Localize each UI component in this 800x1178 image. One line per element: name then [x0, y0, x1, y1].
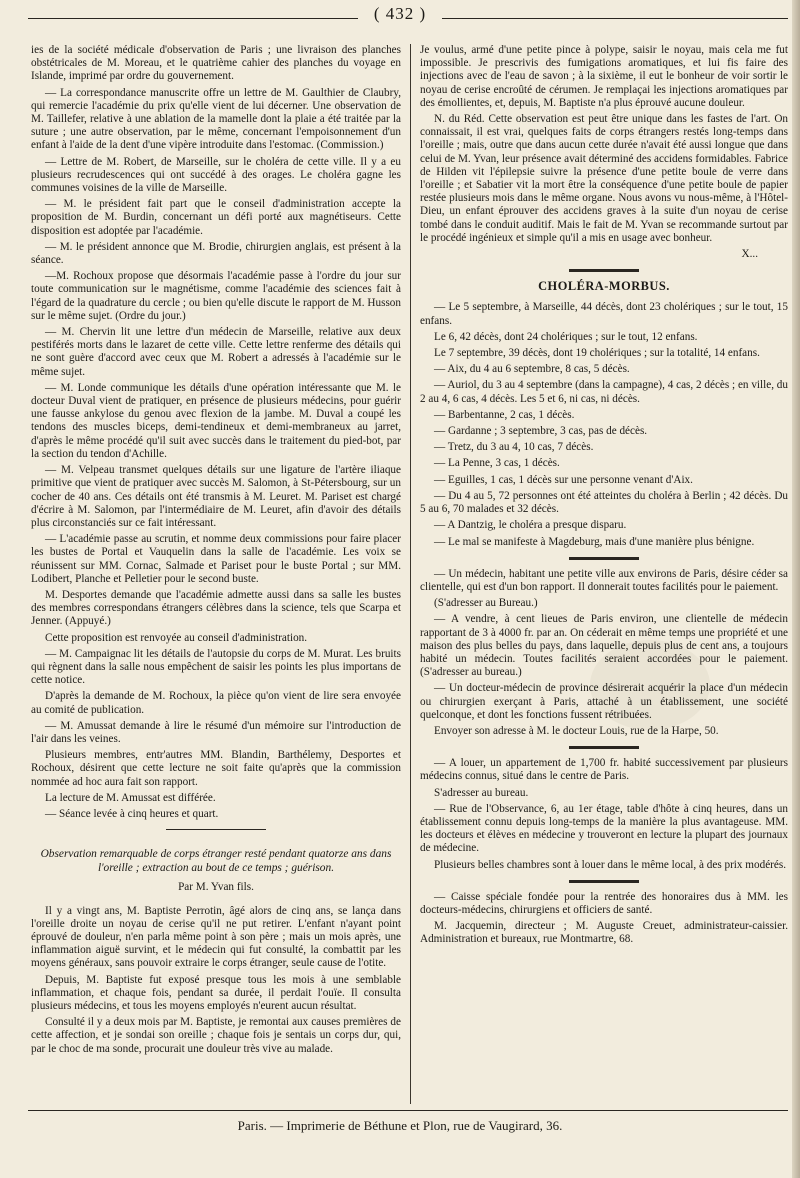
- cholera-item: — Le mal se manifeste à Magdeburg, mais d'une manière plus bénigne.: [434, 535, 755, 548]
- section-separator: [569, 269, 639, 272]
- page-number: ( 432 ): [373, 4, 427, 23]
- advertisement: M. Jacquemin, directeur ; M. Auguste Creuet, administrateur-caissier. Administration et bureaux, rue Montmartre, 68.: [420, 920, 788, 946]
- cholera-item: — Aix, du 4 au 6 septembre, 8 cas, 5 décès.: [434, 363, 630, 376]
- footer-rule: [28, 1110, 788, 1111]
- cholera-item: — Auriol, du 3 au 4 septembre (dans la campagne), 4 cas, 2 décès ; en ville, du 2 au 4, 6 cas, 4 décès. Les 5 et 6, ni cas, ni décès.: [420, 379, 788, 405]
- paragraph: — M. le président fait part que le conseil d'administration accepte la proposition de M. Burdin, concernant un défi porté aux magnétiseurs. Cette disposition est adoptée par l'académie.: [31, 198, 401, 237]
- cholera-item: — Barbentanne, 2 cas, 1 décès.: [434, 408, 575, 421]
- column-divider: [410, 44, 411, 1104]
- cholera-heading: CHOLÉRA-MORBUS.: [538, 279, 670, 294]
- paragraph: — M. Campaignac lit les détails de l'autopsie du corps de M. Murat. Les bruits qui règnent dans la salle nous empêchent de saisir les points les plus importans de cette notice.: [31, 647, 401, 687]
- imprint-footer: Paris. — Imprimerie de Béthune et Plon, rue de Vaugirard, 36.: [237, 1118, 563, 1133]
- cholera-item: Le 6, 42 décès, dont 24 cholériques ; sur le tout, 12 enfans.: [434, 330, 698, 343]
- paragraph: — M. Amussat demande à lire le résumé d'un mémoire sur l'introduction de l'air dans les veines.: [31, 719, 401, 745]
- advertisement-contact: (S'adresser au Bureau.): [434, 597, 538, 610]
- right-column: [420, 44, 788, 950]
- advertisement: — A louer, un appartement de 1,700 fr. habité successivement par plusieurs médecins connus, situé dans le centre de Paris.: [420, 757, 788, 783]
- paragraph: Consulté il y a deux mois par M. Baptiste, je remontai aux causes premières de cette affection, et je sondai son oreille ; chaque fois je sentais un corps dur, qui, par le choc de ma sonde, procurait une douleur très vive au malade.: [31, 1016, 401, 1055]
- paragraph: D'après la demande de M. Rochoux, la pièce qu'on vient de lire sera envoyée au comité de publication.: [31, 690, 401, 716]
- advertisement: — Rue de l'Observance, 6, au 1er étage, table d'hôte à cinq heures, dans un établissement connu depuis long-temps de la manière la plus avantageuse. MM. les docteurs et élèves en médecine y trouveront en lecture la plupart des journaux de médecine.: [420, 802, 788, 855]
- paragraph: — La correspondance manuscrite offre un lettre de M. Gaulthier de Claubry, qui remercie l'académie du prix qu'elle vient de lui décerner. Une observation de M. Taillefer, relative à une ablation de la mamelle dont la plaie a été traitée par la suture ; une autre observation, par le même, concernant l'empoisonnement d'un enfant à l'aide de la dent d'une vipère introduite dans l'estomac. (Commission.): [31, 86, 401, 152]
- paragraph: — M. Londe communique les détails d'une opération intéressante que M. le docteur Duval vient de pratiquer, en présence de plusieurs médecins, pour guérir une fausse ankylose du genou avec flexion de la jambe. M. Duval a coupé les tendons des muscles biceps, demi-tendineux et demi-membraneux au jarret, d'après le même procédé qu'il suit avec succès dans le traitement du pied-bot, par la section du tendon d'Achille.: [31, 381, 401, 460]
- page-edge-shadow: [792, 0, 800, 1178]
- paragraph: — L'académie passe au scrutin, et nomme deux commissions pour faire placer les bustes de Portal et Vauquelin dans la salle de l'académie. Les voix se réunissent sur MM. Cornac, Salmade et Pariset pour le buste Portal ; sur MM. Lodibert, Planche et Pelletier pour le second buste.: [31, 533, 401, 585]
- signature: X...: [741, 248, 758, 261]
- section-separator: [569, 880, 639, 883]
- advertisement-contact: Envoyer son adresse à M. le docteur Louis, rue de la Harpe, 50.: [434, 724, 719, 737]
- paragraph: ies de la société médicale d'observation de Paris ; une livraison des planches obstétricales de M. Moreau, et le quatrième cahier des planches du voyage en Islande, imprimé par ordre du gouvernement.: [31, 44, 401, 83]
- cholera-item: — La Penne, 3 cas, 1 décès.: [434, 457, 560, 470]
- paragraph: — M. le président annonce que M. Brodie, chirurgien anglais, est présent à la séance.: [31, 240, 401, 267]
- paragraph: La lecture de M. Amussat est différée.: [45, 791, 216, 804]
- observation-byline: Par M. Yvan fils.: [178, 881, 254, 894]
- paragraph: — M. Chervin lit une lettre d'un médecin de Marseille, relative aux deux pestiférés morts dans le lazaret de cette ville. Cette lettre renferme des détails qui ne sont guère d'accord avec ceux que M. Robert a adressés à l'académie sur le même sujet.: [31, 326, 401, 378]
- section-separator: [166, 829, 266, 830]
- cholera-item: — Gardanne ; 3 septembre, 3 cas, pas de décès.: [434, 425, 648, 438]
- header-rule-right: [442, 18, 788, 19]
- paragraph: Plusieurs membres, entr'autres MM. Blandin, Barthélemy, Desportes et Rochoux, désirent que cette lecture ne soit faite qu'après que la commission nommée ad hoc aura fait son rapport.: [31, 749, 401, 788]
- paragraph: Cette proposition est renvoyée au conseil d'administration.: [45, 631, 308, 644]
- paragraph: — Lettre de M. Robert, de Marseille, sur le choléra de cette ville. Il y a eu plusieurs recrudescences qui ont succédé à des orages. Le choléra gagne les communes voisines de la ville de Marseille.: [31, 155, 401, 195]
- cholera-item: — Eguilles, 1 cas, 1 décès sur une personne venant d'Aix.: [434, 473, 693, 486]
- page-header: [0, 0, 800, 40]
- paragraph: — Séance levée à cinq heures et quart.: [45, 807, 219, 820]
- paragraph: —M. Rochoux propose que désormais l'académie passe à l'ordre du jour sur toute communication sur le magnétisme, comme l'académie des sciences fait à l'égard de la quadrature du cercle ; ou bien qu'elle discute le rapport de M. Husson sur le même sujet. (Ordre du jour.): [31, 270, 401, 322]
- section-separator: [569, 557, 639, 560]
- paragraph: Je voulus, armé d'une petite pince à polype, saisir le noyau, mais cela me fut impossible. Je prescrivis des fumigations aromatiques, et lui fis faire des injections avec de l'eau de savon ; à la sixième, il eut le bonheur de voir sortir le noyau de cerise encroûté de cérumen. Je remplaçai les injections aromatiques par des émollientes, et, depuis, M. Baptiste n'a plus éprouvé aucune douleur.: [420, 44, 788, 109]
- advertisement: — Un médecin, habitant une petite ville aux environs de Paris, désire céder sa clientelle, qui est d'un bon rapport. Il donnerait toutes facilités pour le paiement.: [420, 567, 788, 593]
- paragraph: M. Desportes demande que l'académie admette aussi dans sa salle les bustes des membres correspondans étrangers célèbres dans la science, tels que Scarpa et Jenner. (Appuyé.): [31, 588, 401, 628]
- cholera-item: — Du 4 au 5, 72 personnes ont été atteintes du choléra à Berlin ; 42 décès. Du 5 au 6, 70 malades et 32 décès.: [420, 489, 788, 516]
- cholera-item: — Le 5 septembre, à Marseille, 44 décès, dont 23 cholériques ; sur le tout, 15 enfans.: [420, 301, 788, 327]
- editor-note: N. du Réd. Cette observation est peut être unique dans les fastes de l'art. On connaissait, il est vrai, quelques faits de corps étrangers restés long-temps dans l'oreille ; mais, outre que dans aucun cette durée n'avait été aussi longue que dans celui de M. Yvan, leur présence avait déterminé des accidens formidables. Fabrice de Hilden vit l'épilepsie suivre la présence d'une petite boule de verre dans l'oreille ; et Sabatier vit la mort être la conséquence d'une petite boule de papier restée plusieurs mois dans le même organe. Nous avons vu nous-même, à l'Hôtel-Dieu, un enfant éprouver des accidens graves à la suite d'un noyau de cerise tombé dans le conduit auditif. Mais le fait de M. Yvan se recommande surtout par le procédé ingénieux et simple qu'il a mis en usage avec bonheur.: [420, 113, 788, 244]
- advertisement-contact: S'adresser au bureau.: [434, 786, 529, 799]
- paragraph: Il y a vingt ans, M. Baptiste Perrotin, âgé alors de cinq ans, se lança dans l'oreille droite un noyau de cerise qu'il ne put retirer. L'enfant n'ayant point éprouvé de douleur, n'en parla même point à son père ; mais un mois après, une inflammation aiguë survint, et le médecin qui fut consulté, la combattit par les moyens généraux, sans pouvoir extraire le corps étranger, seule cause de l'otite.: [31, 904, 401, 970]
- advertisement: Plusieurs belles chambres sont à louer dans le même local, à des prix modérés.: [434, 858, 786, 871]
- cholera-item: — Tretz, du 3 au 4, 10 cas, 7 décès.: [434, 441, 594, 454]
- advertisement: — Caisse spéciale fondée pour la rentrée des honoraires dus à MM. les docteurs-médecins, chirurgiens et officiers de santé.: [420, 890, 788, 916]
- cholera-item: — A Dantzig, le choléra a presque disparu.: [434, 519, 627, 532]
- observation-title: Observation remarquable de corps étranger resté pendant quatorze ans dans l'oreille ; extraction au bout de ce temps ; guérison.: [40, 848, 392, 874]
- advertisement: — Un docteur-médecin de province désirerait acquérir la place d'un médecin ou chirurgien exerçant à Paris, attaché à un établissement, une société quelconque, et dont les fonctions fussent rétribuées.: [420, 682, 788, 721]
- advertisement: — A vendre, à cent lieues de Paris environ, une clientelle de médecin rapportant de 3 à 4000 fr. par an. On céderait en même temps une propriété et une maison des plus belles du pays, dans laquelle, depuis plus de cent ans, a toujours habité un médecin. Toutes facilités seraient accordées pour le paiement. (S'adresser au bureau.): [420, 613, 788, 679]
- cholera-item: Le 7 septembre, 39 décès, dont 19 cholériques ; sur la totalité, 14 enfans.: [434, 347, 760, 360]
- section-separator: [569, 746, 639, 749]
- paragraph: — M. Velpeau transmet quelques détails sur une ligature de l'artère iliaque primitive que vient de pratiquer avec succès M. Salomon, à St-Pétersbourg, sur un cocher de 40 ans. Ces détails ont été transmis à M. Leuret. M. Pariset est chargé d'écrire à M. Salomon, par l'intermédiaire de M. Leuret, afin d'avoir des détails plus circonstanciés sur ce fait intéressant.: [31, 464, 401, 529]
- paragraph: Depuis, M. Baptiste fut exposé presque tous les mois à une semblable inflammation, et chaque fois, pendant sa durée, il perdait l'ouïe. Il consulta plusieurs médecins, et tous les moyens employés n'eurent aucun résultat.: [31, 973, 401, 1012]
- left-column: [31, 44, 401, 1059]
